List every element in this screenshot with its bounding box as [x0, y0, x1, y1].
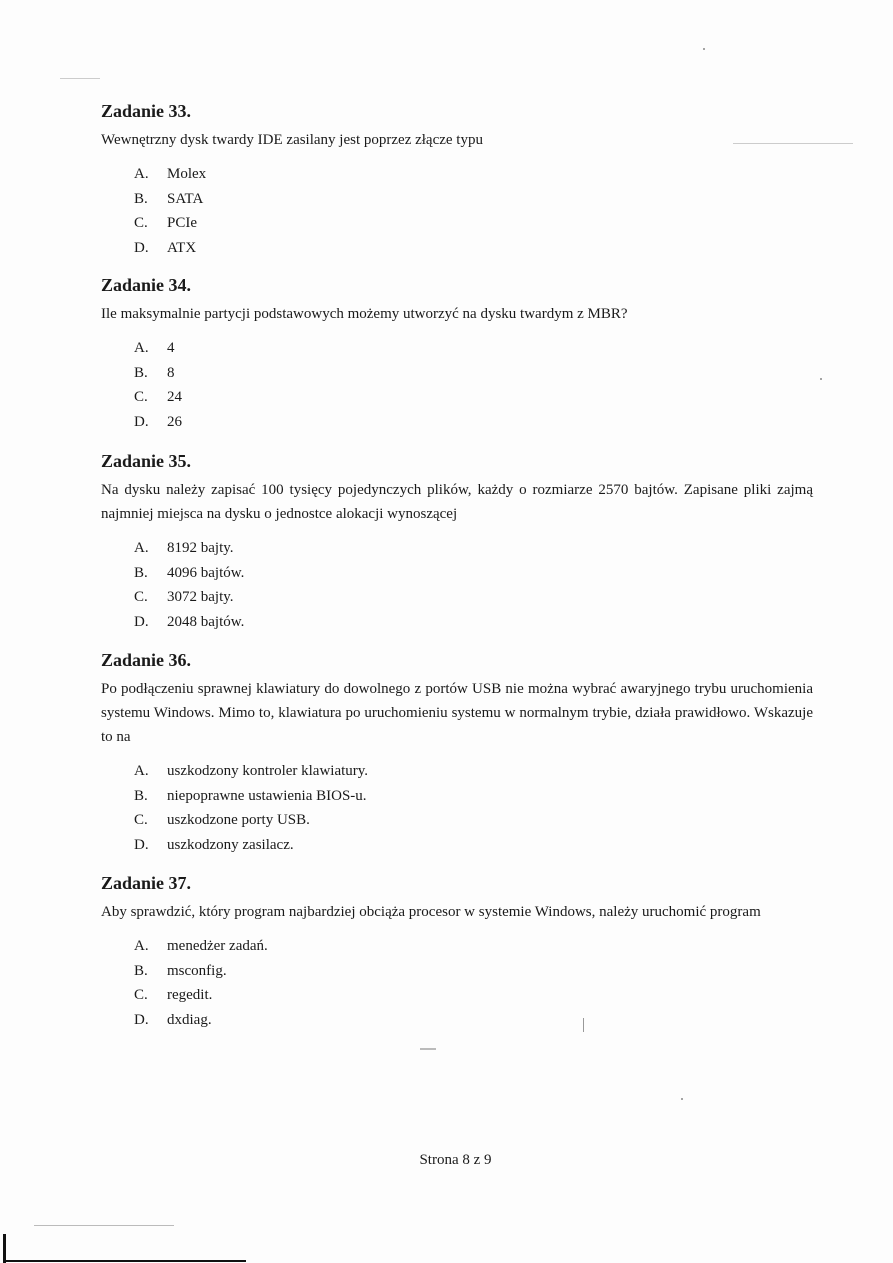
answer-text: ATX	[167, 239, 197, 256]
answer-text: 24	[167, 389, 182, 405]
answer-letter: B.	[134, 962, 148, 979]
answer-letter: D.	[134, 1011, 149, 1028]
scan-speck	[420, 1048, 436, 1050]
answer-option	[101, 536, 813, 561]
scan-corner-mark-vertical	[3, 1234, 6, 1263]
answer-letter: A.	[134, 763, 149, 779]
answer-option	[101, 561, 813, 586]
answer-text: niepoprawne ustawienia BIOS-u.	[167, 787, 367, 804]
scan-speck	[60, 78, 100, 79]
answer-text: 3072 bajty.	[167, 589, 234, 605]
task-question: Ile maksymalnie partycji podstawowych możemy utworzyć na dysku twardym z MBR?	[101, 306, 628, 322]
answer-list	[101, 934, 813, 1032]
answer-text: uszkodzony zasilacz.	[167, 836, 294, 853]
answer-option	[101, 959, 813, 984]
answer-letter: B.	[134, 364, 148, 381]
answer-text: 8192 bajty.	[167, 540, 234, 556]
answer-letter: B.	[134, 787, 148, 804]
answer-letter: C.	[134, 589, 148, 605]
answer-option	[101, 236, 813, 261]
answer-text: 2048 bajtów.	[167, 613, 245, 630]
answer-option	[101, 1008, 813, 1033]
task-title: Zadanie 35.	[101, 451, 192, 471]
answer-letter: D.	[134, 836, 149, 853]
answer-list	[101, 336, 813, 434]
answer-letter: A.	[134, 340, 149, 356]
answer-letter: D.	[134, 613, 149, 630]
answer-letter: A.	[134, 938, 149, 954]
answer-option	[101, 585, 813, 610]
answer-text: uszkodzony kontroler klawiatury.	[167, 763, 369, 779]
answer-letter: C.	[134, 215, 148, 231]
task-question: Na dysku należy zapisać 100 tysięcy pojedynczych plików, każdy o rozmiarze 2570 bajtów. Zapisane pliki zajmą najmniej miejsca na dysku o jednostce alokacji wynoszącej	[101, 482, 813, 522]
task-question: Wewnętrzny dysk twardy IDE zasilany jest poprzez złącze typu	[101, 132, 483, 148]
task-title: Zadanie 37.	[101, 873, 192, 893]
task-question: Po podłączeniu sprawnej klawiatury do dowolnego z portów USB nie można wybrać awaryjnego trybu uruchomienia systemu Windows. Mimo to, klawiatura po uruchomieniu systemu w normalnym trybie, działa prawidłowo. Wskazuje to na	[101, 681, 813, 745]
answer-text: 4096 bajtów.	[167, 564, 245, 581]
answer-text: dxdiag.	[167, 1011, 212, 1028]
task-title: Zadanie 33.	[101, 101, 192, 121]
answer-letter: C.	[134, 389, 148, 405]
answer-text: 26	[167, 413, 182, 430]
task-37	[101, 872, 813, 1032]
answer-option	[101, 385, 813, 410]
answer-list	[101, 536, 813, 634]
answer-text: menedżer zadań.	[167, 938, 268, 954]
answer-letter: B.	[134, 564, 148, 581]
answer-letter: A.	[134, 166, 149, 182]
answer-option	[101, 983, 813, 1008]
answer-letter: D.	[134, 239, 149, 256]
task-question: Aby sprawdzić, który program najbardziej obciąża procesor w systemie Windows, należy uruchomić program	[101, 904, 761, 920]
scan-speck	[703, 48, 705, 50]
answer-option	[101, 336, 813, 361]
task-title: Zadanie 34.	[101, 275, 192, 295]
answer-text: Molex	[167, 166, 207, 182]
scan-corner-mark-horizontal	[3, 1260, 246, 1262]
answer-option	[101, 759, 813, 784]
answer-text: 8	[167, 364, 175, 381]
answer-option	[101, 610, 813, 635]
answer-letter: A.	[134, 540, 149, 556]
answer-option	[101, 211, 813, 236]
answer-letter: B.	[134, 190, 148, 207]
scan-speck	[820, 378, 822, 380]
answer-list	[101, 759, 813, 857]
answer-option	[101, 361, 813, 386]
answer-option	[101, 833, 813, 858]
page-number: Strona 8 z 9	[419, 1152, 492, 1168]
scan-dotted-line	[34, 1225, 174, 1226]
answer-letter: C.	[134, 812, 148, 828]
answer-text: SATA	[167, 190, 204, 207]
answer-text: 4	[167, 340, 175, 356]
task-36	[101, 649, 813, 857]
answer-option	[101, 162, 813, 187]
answer-text: PCIe	[167, 215, 197, 231]
answer-option	[101, 410, 813, 435]
scan-speck	[681, 1098, 683, 1100]
answer-letter: D.	[134, 413, 149, 430]
answer-text: msconfig.	[167, 962, 227, 979]
task-title: Zadanie 36.	[101, 650, 192, 670]
scan-speck	[733, 143, 853, 144]
answer-list	[101, 162, 813, 260]
answer-option	[101, 784, 813, 809]
task-33	[101, 100, 813, 260]
answer-option	[101, 808, 813, 833]
task-35	[101, 450, 813, 634]
task-34	[101, 274, 813, 434]
answer-option	[101, 187, 813, 212]
answer-text: regedit.	[167, 987, 213, 1003]
scan-speck	[583, 1018, 584, 1032]
answer-letter: C.	[134, 987, 148, 1003]
answer-text: uszkodzone porty USB.	[167, 812, 310, 828]
answer-option	[101, 934, 813, 959]
